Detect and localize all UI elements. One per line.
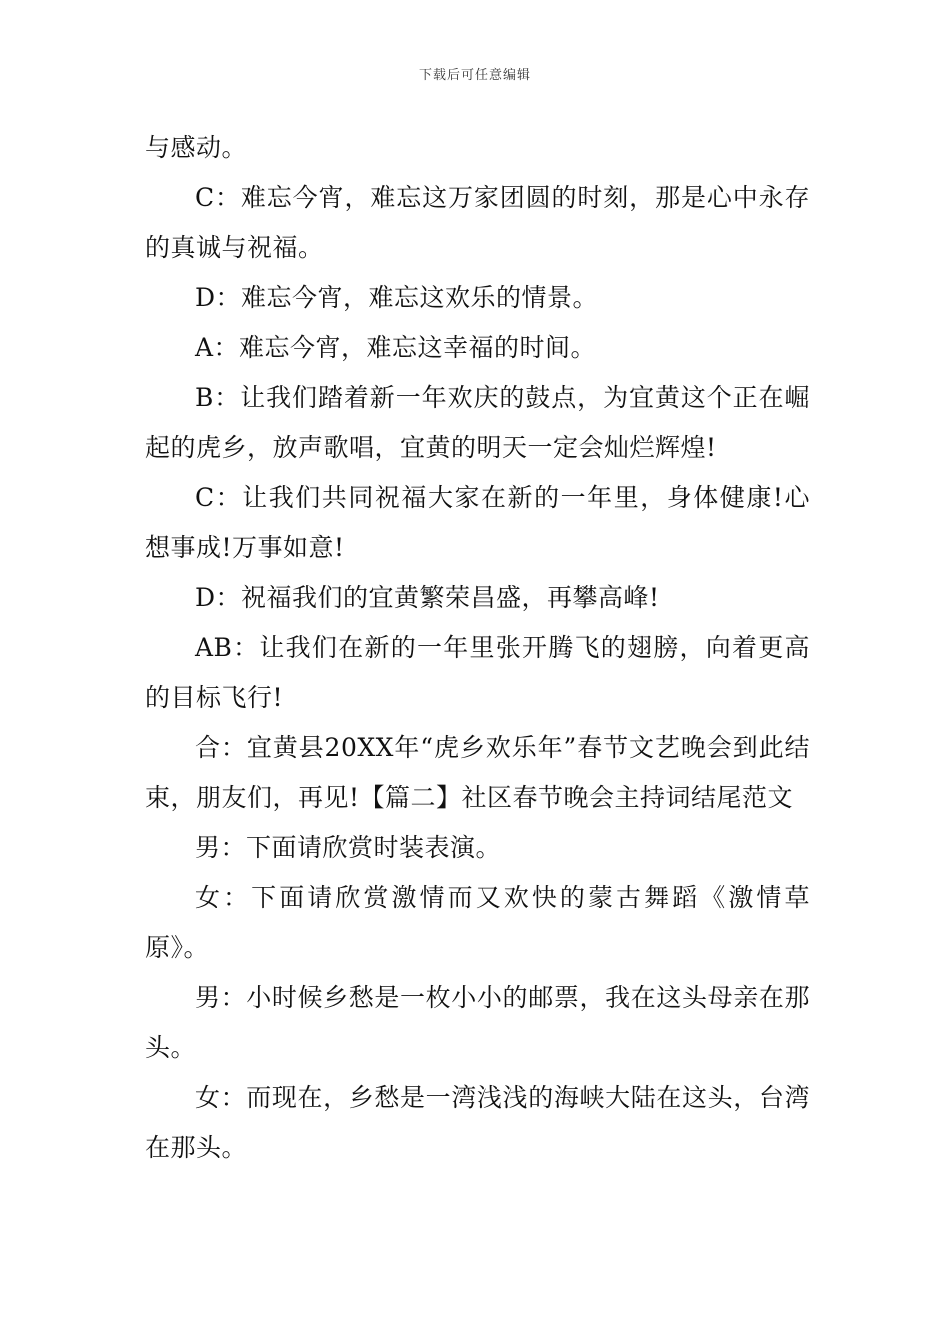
paragraph: A：难忘今宵，难忘这幸福的时间。 [195, 333, 597, 362]
document-body [145, 123, 810, 1173]
paragraph: D：难忘今宵，难忘这欢乐的情景。 [195, 283, 599, 312]
paragraph: C：难忘今宵，难忘这万家团圆的时刻，那是心中永存的真诚与祝福。 [145, 183, 810, 262]
paragraph: 男：下面请欣赏时装表演。 [195, 833, 502, 862]
paragraph: 女：下面请欣赏激情而又欢快的蒙古舞蹈《激情草原》。 [145, 883, 810, 962]
paragraph: 与感动。 [145, 133, 248, 162]
paragraph: 女：而现在，乡愁是一湾浅浅的海峡大陆在这头，台湾在那头。 [145, 1083, 810, 1162]
paragraph: C：让我们共同祝福大家在新的一年里，身体健康!心想事成!万事如意! [145, 483, 810, 562]
paragraph: B：让我们踏着新一年欢庆的鼓点，为宜黄这个正在崛起的虎乡，放声歌唱，宜黄的明天一定会灿烂辉煌! [145, 383, 810, 462]
paragraph: 男：小时候乡愁是一枚小小的邮票，我在这头母亲在那头。 [145, 983, 810, 1062]
paragraph: D：祝福我们的宜黄繁荣昌盛，再攀高峰! [195, 583, 660, 612]
paragraph: AB：让我们在新的一年里张开腾飞的翅膀，向着更高的目标飞行! [145, 633, 810, 712]
paragraph: 合：宜黄县20XX年“虎乡欢乐年”春节文艺晚会到此结束，朋友们，再见!【篇二】社区春节晚会主持词结尾范文 [145, 733, 810, 812]
header-note: 下载后可任意编辑 [418, 68, 531, 83]
